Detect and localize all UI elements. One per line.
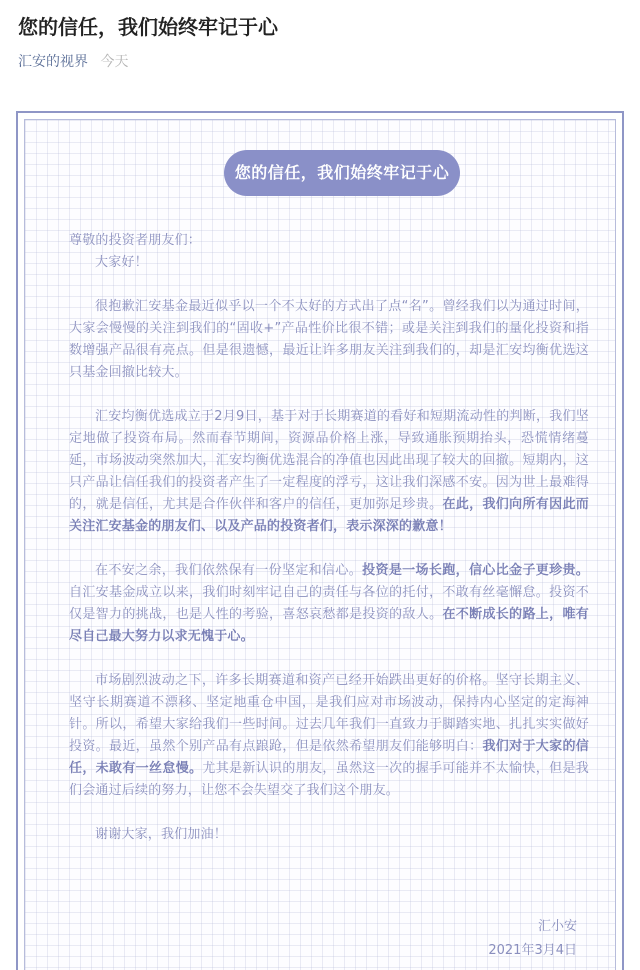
letter-paragraph-3 <box>69 560 589 648</box>
letter-paper <box>24 119 616 970</box>
paragraph-3-text-b: 自汇安基金成立以来，我们时刻牢记自己的责任与各位的托付，不敢有丝毫懈怠。投资不仅是智力的挑战，也是人性的考验，喜怒哀愁都是投资的敌人。 <box>69 585 589 622</box>
paragraph-3-text-a: 在不安之余，我们依然保有一份坚定和信心。 <box>95 563 363 578</box>
paragraph-3-emphasis-1: 投资是一场长跑，信心比金子更珍贵。 <box>362 563 589 578</box>
paragraph-3-emphasis-2: 在不断成长的路上，唯有尽自己最大努力以求无愧于心。 <box>69 607 590 644</box>
letter-paragraph-2 <box>69 406 589 538</box>
letter-paragraph-4 <box>69 670 589 802</box>
article-meta <box>18 52 622 72</box>
paragraph-4-text-a: 市场剧烈波动之下，许多长期赛道和资产已经开始跌出更好的价格。坚守长期主义、坚守长期赛道不漂移、坚定地重仓中国，是我们应对市场波动，保持内心坚定的定海神针。所以，希望大家给我们一些时间。过去几年我们一直致力于脚踏实地、扎扎实实做好投资。最近，虽然个别产品有点踉跄，但是依然希望朋友们能够明白： <box>69 673 589 754</box>
letter-closing: 谢谢大家，我们加油！ <box>95 827 228 842</box>
letter-signature <box>488 915 577 963</box>
letter-paragraph-1: 很抱歉汇安基金最近似乎以一个不太好的方式出了点“名”。曾经我们以为通过时间，大家会慢慢的关注到我们的“固收+”产品性价比很不错；或是关注到我们的量化投资和指数增强产品很有亮点。但是很遗憾，最近让许多朋友关注到我们的，却是汇安均衡优选这只基金回撤比较大。 <box>69 299 589 380</box>
signature-date: 2021年3月4日 <box>488 943 577 958</box>
article-header <box>18 12 622 72</box>
paragraph-4-text-b: 尤其是新认识的朋友，虽然这一次的握手可能并不太愉快，但是我们会通过后续的努力，让您不会失望交了我们这个朋友。 <box>69 761 589 798</box>
letter-frame <box>16 111 624 970</box>
paragraph-4-emphasis: 我们对于大家的信任，未敢有一丝怠慢。 <box>69 739 589 776</box>
paragraph-2-emphasis: 在此，我们向所有因此而关注汇安基金的朋友们、以及产品的投资者们，表示深深的歉意！ <box>69 497 590 534</box>
letter-salutation: 尊敬的投资者朋友们： <box>69 233 202 248</box>
account-name-link[interactable]: 汇安的视界 <box>18 54 88 70</box>
letter-banner-title: 您的信任，我们始终牢记于心 <box>224 150 460 196</box>
signature-name: 汇小安 <box>537 919 577 934</box>
paragraph-2-text: 汇安均衡优选成立于2月9日，基于对于长期赛道的看好和短期流动性的判断，我们坚定地做了投资布局。然而春节期间，资源品价格上涨，导致通胀预期抬头，恐慌情绪蔓延，市场波动突然加大，汇安均衡优选混合的净值也因此出现了较大的回撤。短期内，这只产品让信任我们的投资者产生了一定程度的浮亏，这让我们深感不安。因为世上最难得的，就是信任，尤其是合作伙伴和客户的信任，更加弥足珍贵。 <box>69 409 589 512</box>
letter-greeting: 大家好！ <box>95 255 148 270</box>
article-title: 您的信任，我们始终牢记于心 <box>18 15 278 39</box>
publish-date: 今天 <box>100 54 129 70</box>
letter-body <box>69 230 589 846</box>
